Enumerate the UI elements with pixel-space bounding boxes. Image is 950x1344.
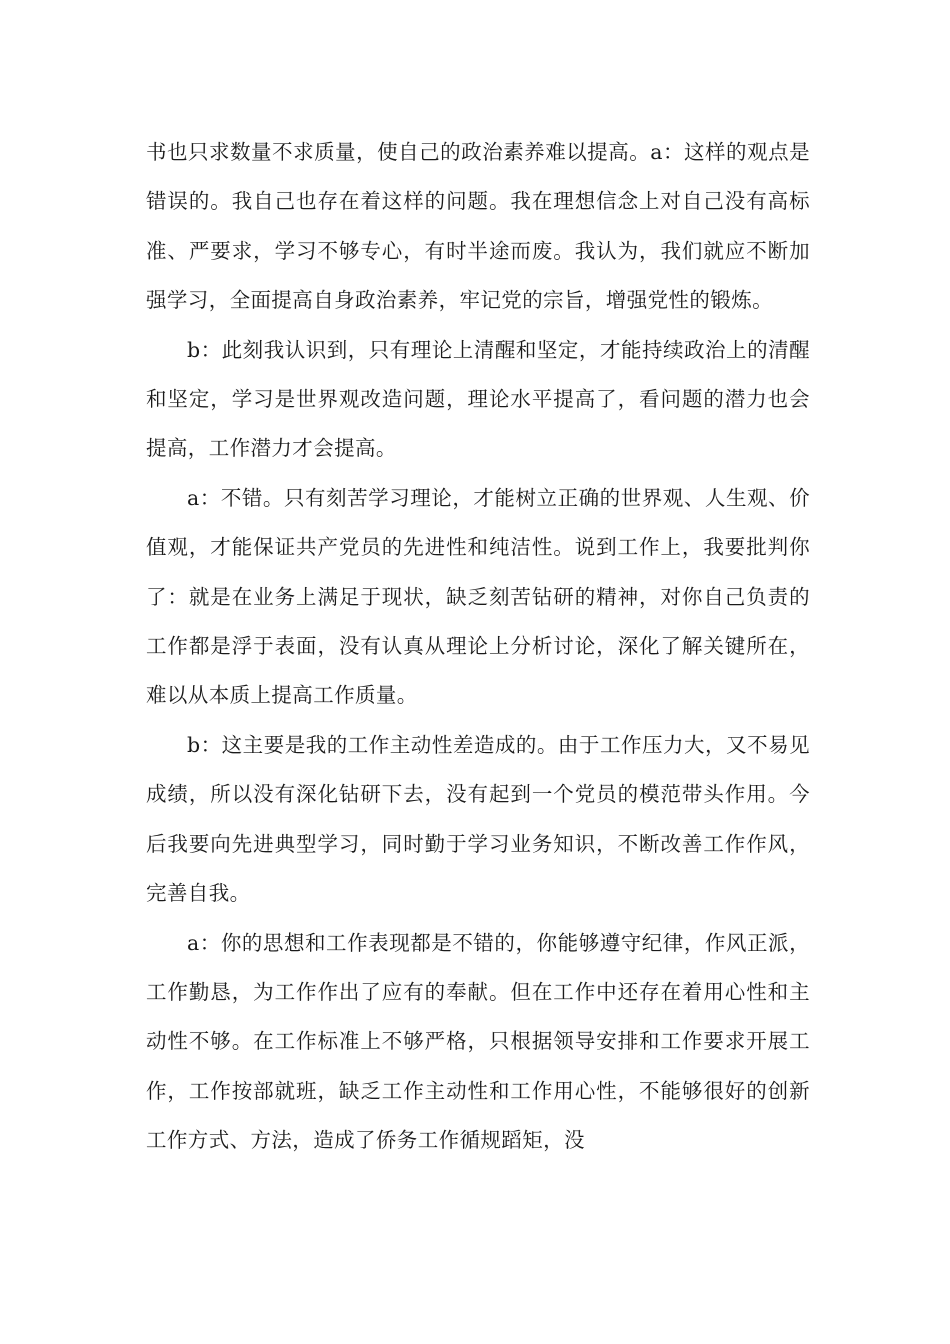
paragraph-5: a：你的思想和工作表现都是不错的，你能够遵守纪律，作风正派，工作勤恳，为工作作出了应有的奉献。但在工作中还存在着用心性和主动性不够。在工作标准上不够严格，只根据领导安排和工作要求开展工作，工作按部就班，缺乏工作主动性和工作用心性，不能够很好的创新工作方式、方法，造成了侨务工作循规蹈矩，没 — [146, 930, 810, 1153]
paragraph-4: b：这主要是我的工作主动性差造成的。由于工作压力大，又不易见成绩，所以没有深化钻研下去，没有起到一个党员的模范带头作用。今后我要向先进典型学习，同时勤于学习业务知识，不断改善工作作风，完善自我。 — [146, 732, 810, 906]
paragraph-1: 书也只求数量不求质量，使自己的政治素养难以提高。a：这样的观点是错误的。我自己也存在着这样的问题。我在理想信念上对自己没有高标准、严要求，学习不够专心，有时半途而废。我认为，我们就应不断加强学习，全面提高自身政治素养，牢记党的宗旨，增强党性的锻炼。 — [146, 140, 810, 313]
paragraph-3: a：不错。只有刻苦学习理论，才能树立正确的世界观、人生观、价值观，才能保证共产党员的先进性和纯洁性。说到工作上，我要批判你了：就是在业务上满足于现状，缺乏刻苦钻研的精神，对你自己负责的工作都是浮于表面，没有认真从理论上分析讨论，深化了解关键所在，难以从本质上提高工作质量。 — [146, 485, 810, 708]
paragraph-2: b：此刻我认识到，只有理论上清醒和坚定，才能持续政治上的清醒和坚定，学习是世界观改造问题，理论水平提高了，看问题的潜力也会提高，工作潜力才会提高。 — [146, 337, 810, 461]
document-body — [146, 128, 810, 1166]
